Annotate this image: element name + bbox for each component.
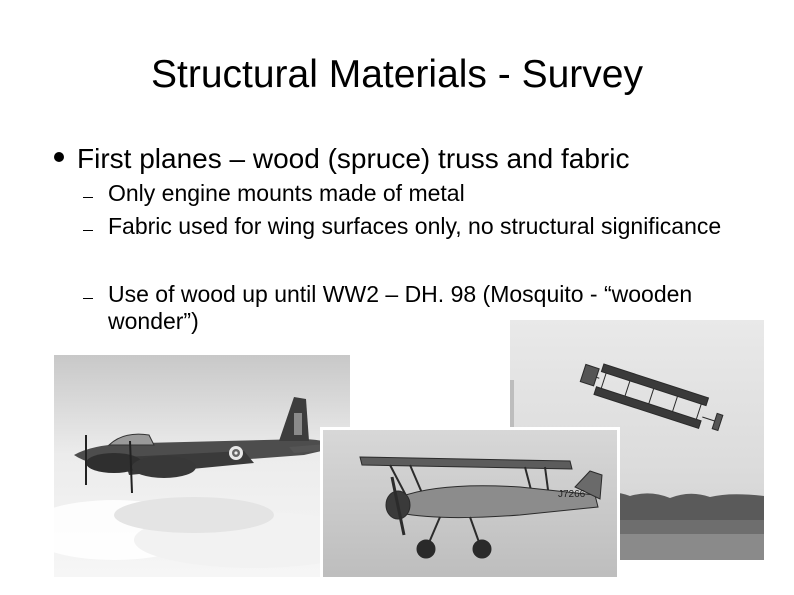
bullet-main: First planes – wood (spruce) truss and fabric [77, 143, 630, 174]
dash-icon [83, 197, 93, 198]
mosquito-aircraft-photo [54, 355, 350, 577]
dash-icon [83, 230, 93, 231]
sub-bullet-2: Fabric used for wing surfaces only, no structural significance [108, 213, 722, 239]
fuselage-serial: J7266 [558, 489, 586, 500]
slide-title: Structural Materials - Survey [151, 53, 643, 96]
sub-bullet-3: Use of wood up until WW2 – DH. 98 (Mosquito - “wooden wonder”) [108, 281, 693, 334]
dash-icon [83, 298, 93, 299]
sub-bullet-1: Only engine mounts made of metal [108, 180, 465, 206]
biplane-photo [320, 427, 620, 580]
bullet-dot-icon [54, 152, 64, 162]
